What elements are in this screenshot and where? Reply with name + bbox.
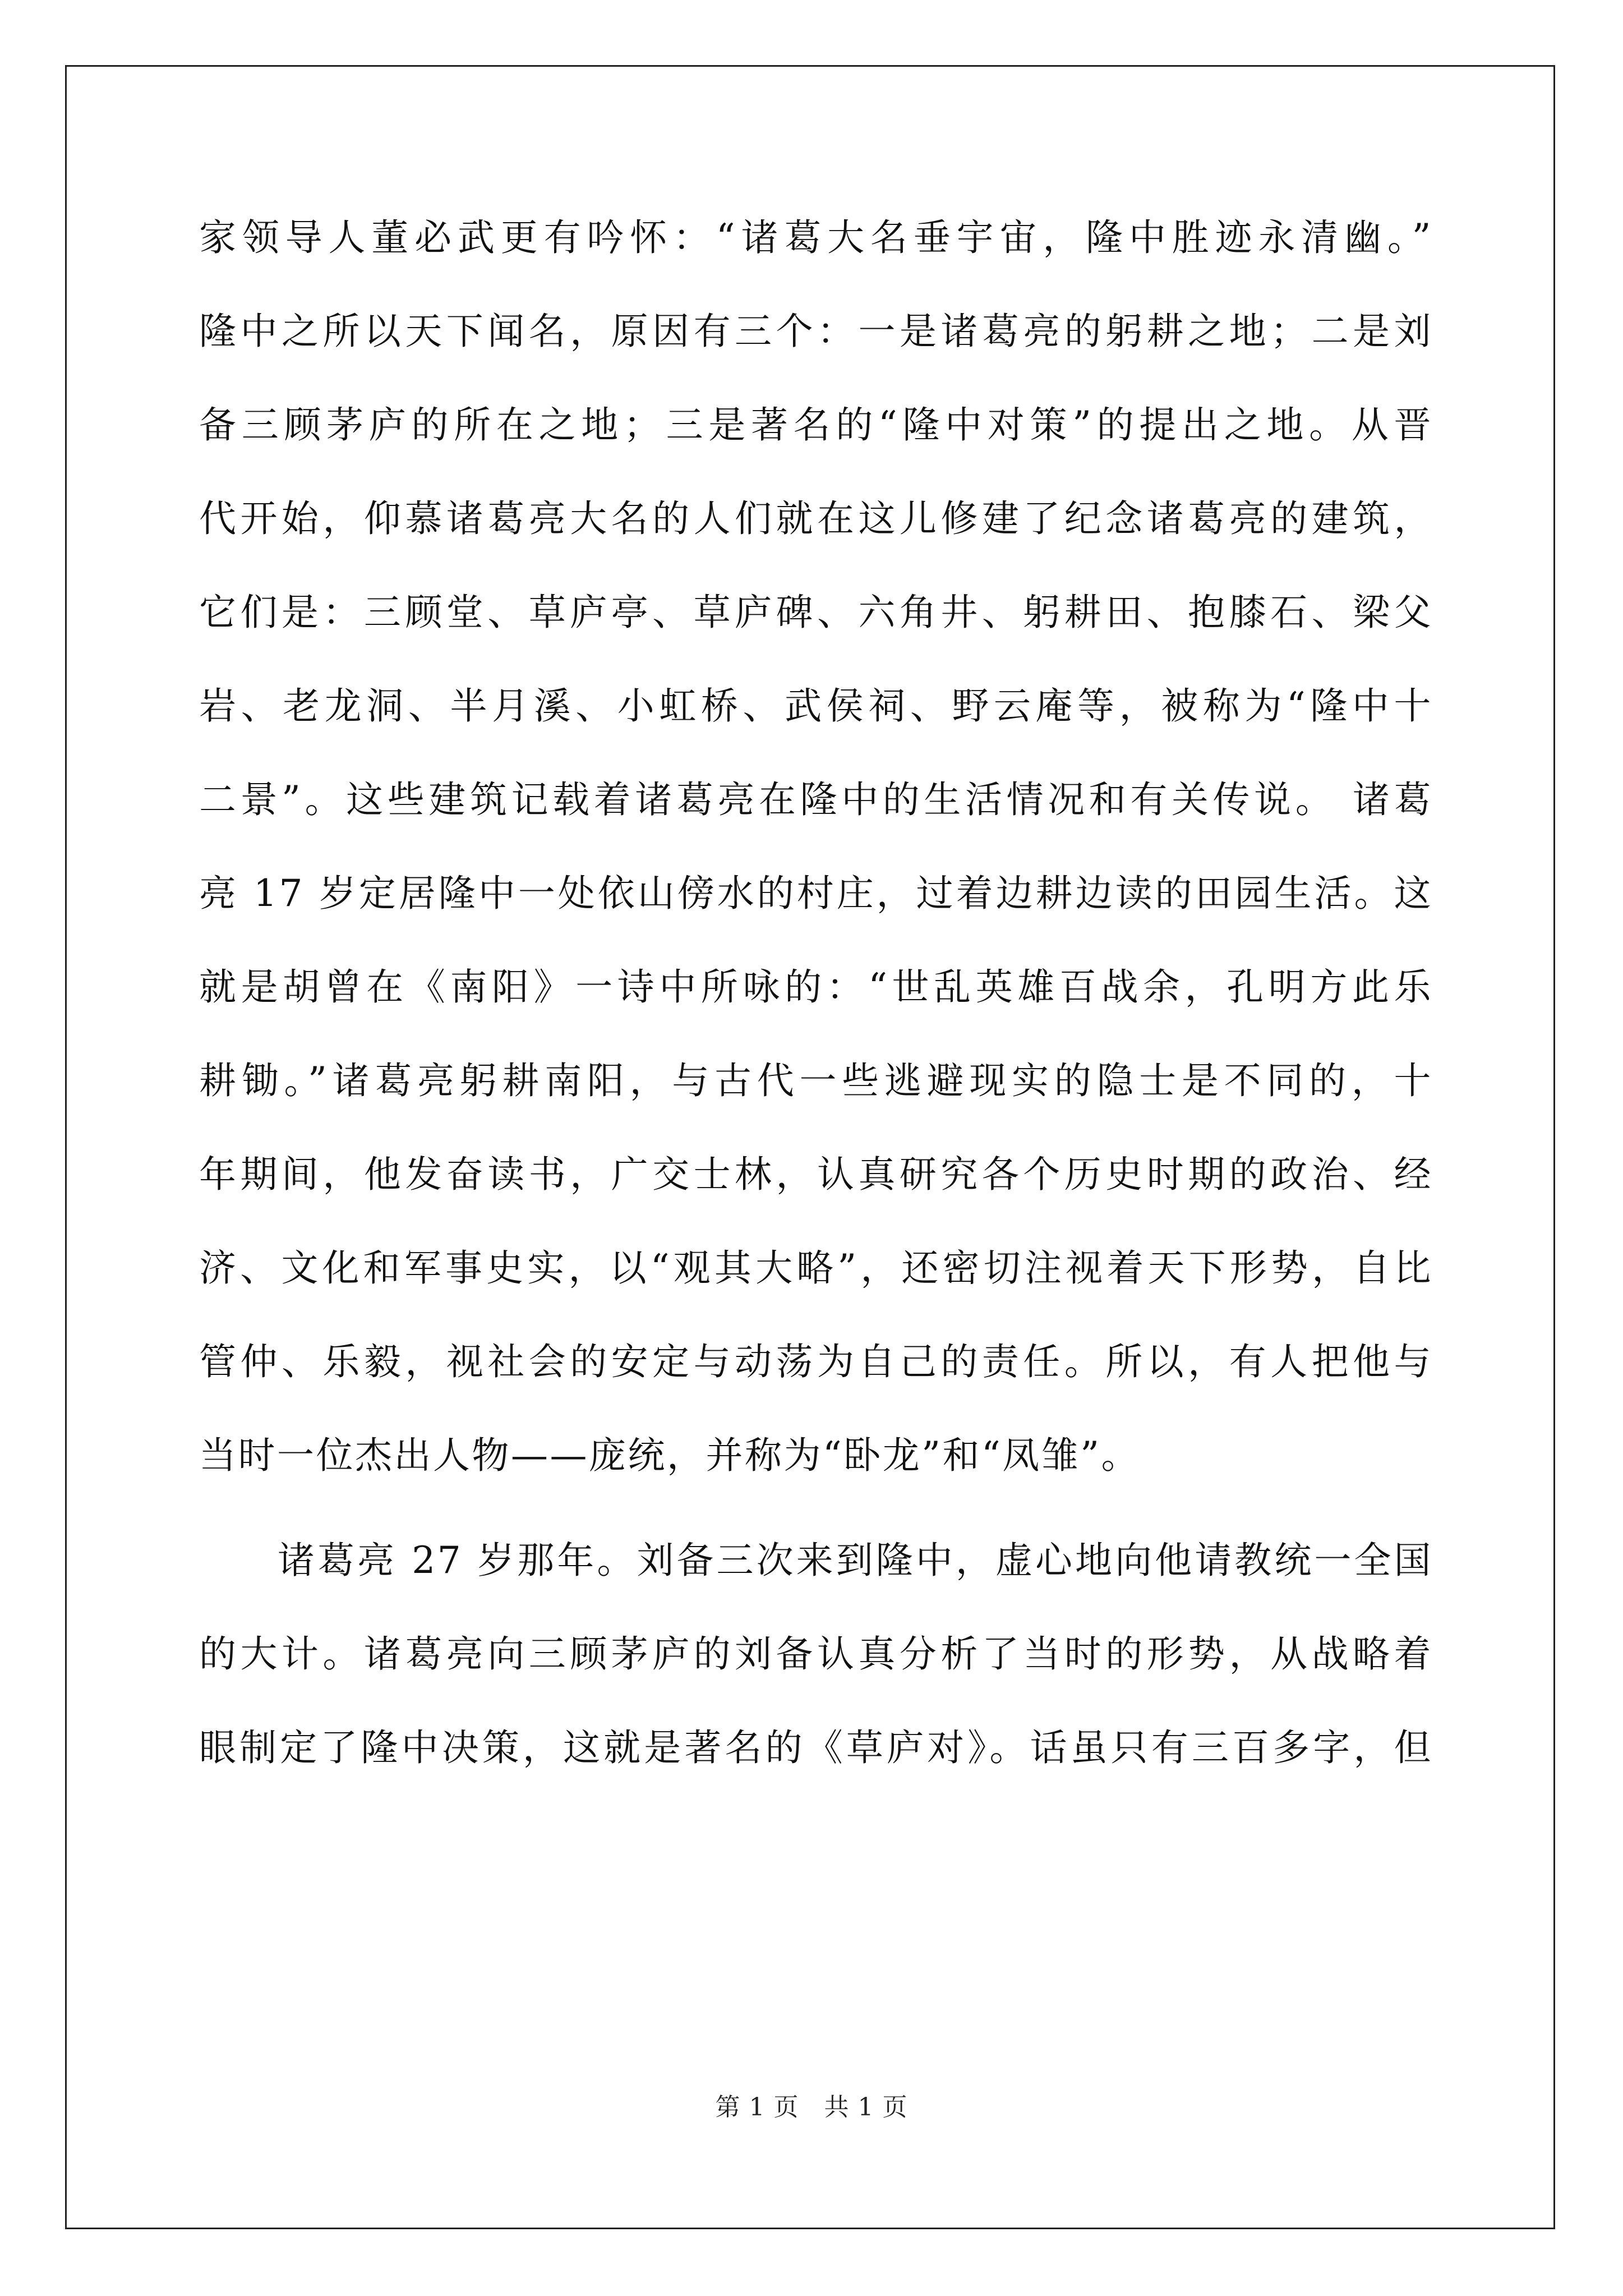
text-line: 就是胡曾在《南阳》一诗中所咏的：“世乱英雄百战余，孔明方此乐 [199,965,1433,1009]
text-line: 二景”。这些建筑记载着诸葛亮在隆中的生活情况和有关传说。 诸葛 [199,778,1433,821]
text-line: 年期间，他发奋读书，广交士林，认真研究各个历史时期的政治、经 [199,1153,1433,1196]
paragraph [199,191,1433,1502]
text-line: 诸葛亮 27 岁那年。刘备三次来到隆中，虚心地向他请教统一全国 [278,1539,1433,1582]
text-line: 亮 17 岁定居隆中一处依山傍水的村庄，过着边耕边读的田园生活。这 [199,872,1433,915]
text-line: 家领导人董必武更有吟怀：“诸葛大名垂宇宙，隆中胜迹永清幽。” [199,216,1433,259]
document-body [199,191,1433,1795]
text-line: 当时一位杰出人物——庞统，并称为“卧龙”和“凤雏”。 [199,1434,1140,1477]
text-line: 它们是：三顾堂、草庐亭、草庐碑、六角井、躬耕田、抱膝石、梁父 [199,591,1433,634]
paragraph-gap [199,1502,1433,1513]
text-line: 隆中之所以天下闻名，原因有三个：一是诸葛亮的躬耕之地；二是刘 [199,310,1433,353]
text-line: 济、文化和军事史实，以“观其大略”，还密切注视着天下形势，自比 [199,1246,1433,1290]
text-line: 备三顾茅庐的所在之地；三是著名的“隆中对策”的提出之地。从晋 [199,403,1433,447]
text-line: 代开始，仰慕诸葛亮大名的人们就在这儿修建了纪念诸葛亮的建筑， [199,497,1433,540]
text-line: 管仲、乐毅，视社会的安定与动荡为自己的责任。所以，有人把他与 [199,1340,1433,1383]
text-line: 岩、老龙洞、半月溪、小虹桥、武侯祠、野云庵等，被称为“隆中十 [199,684,1433,728]
page-number-footer: 第 1 页 共 1 页 [715,2093,908,2122]
text-line: 眼制定了隆中决策，这就是著名的《草庐对》。话虽只有三百多字，但 [199,1726,1433,1769]
paragraph [199,1513,1433,1795]
text-line: 的大计。诸葛亮向三顾茅庐的刘备认真分析了当时的形势，从战略着 [199,1632,1433,1676]
text-line: 耕锄。”诸葛亮躬耕南阳，与古代一些逃避现实的隐士是不同的，十 [199,1059,1433,1102]
